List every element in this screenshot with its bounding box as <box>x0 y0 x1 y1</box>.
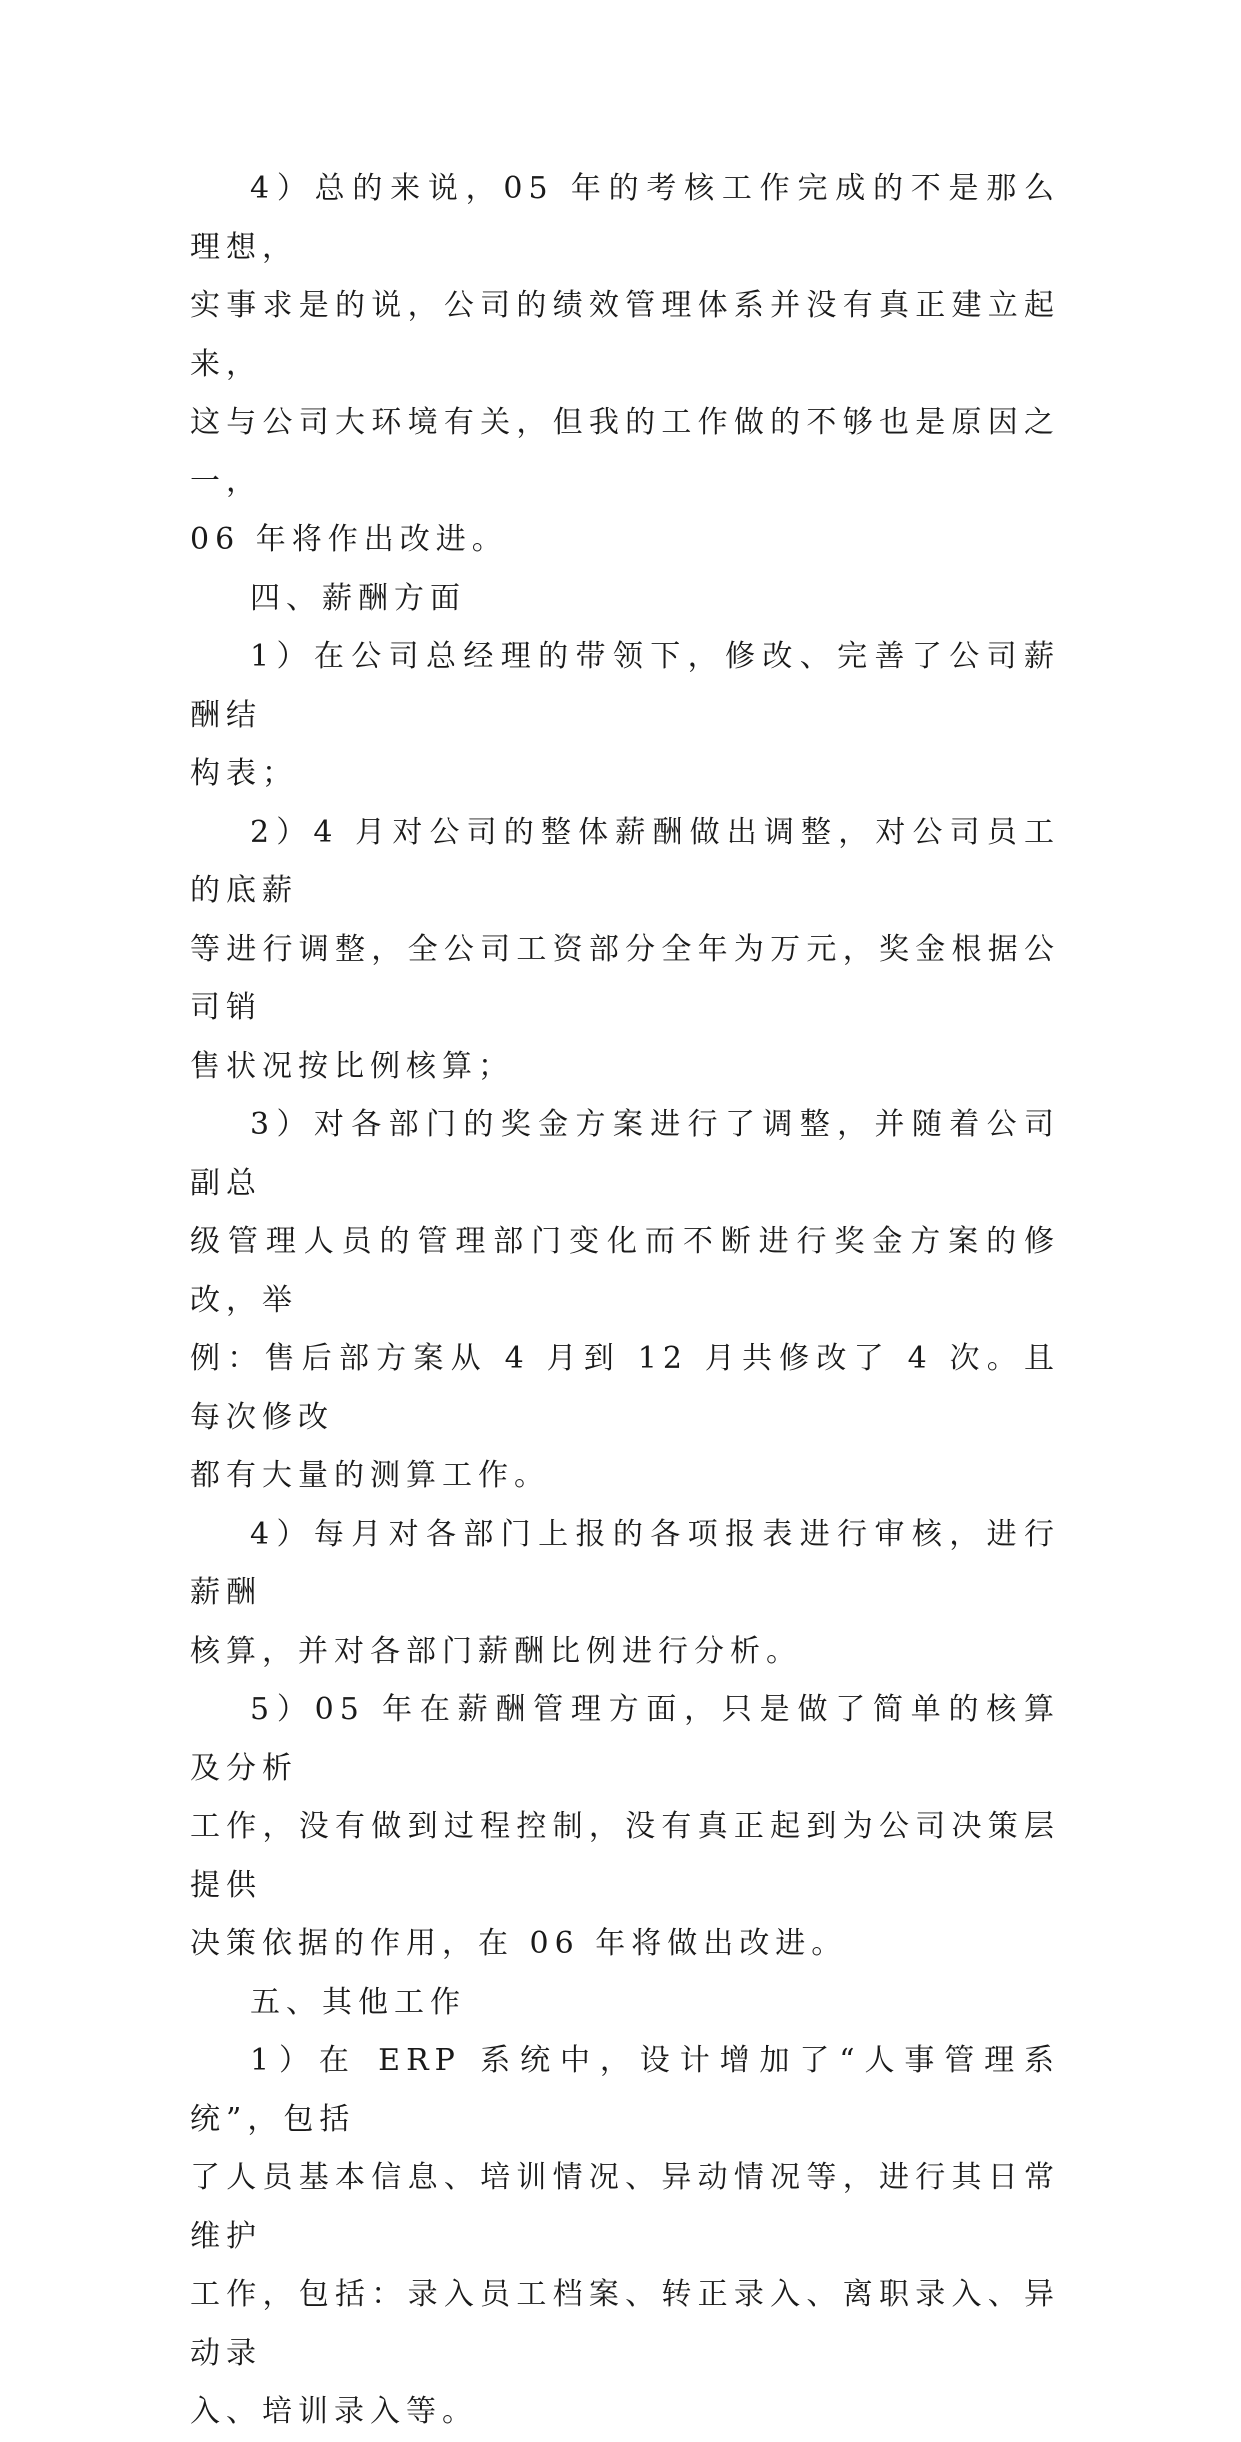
paragraph-erp-system: 1）在 ERP 系统中，设计增加了“人事管理系统”，包括 了人员基本信息、培训情况、异动情况等，进行其日常维护 工作，包括：录入员工档案、转正录入、离职录入、异动录 入、培训录入等。 <box>190 2043 1060 2429</box>
section-heading-other-work: 五、其他工作 <box>250 1984 466 2020</box>
section-heading-salary: 四、薪酬方面 <box>250 580 466 616</box>
paragraph-salary-adjustment: 2）4 月对公司的整体薪酬做出调整，对公司员工的底薪 等进行调整，全公司工资部分全年为万元，奖金根据公司销 售状况按比例核算； <box>190 814 1060 1084</box>
paragraph-monthly-review: 4）每月对各部门上报的各项报表进行审核，进行薪酬 核算，并对各部门薪酬比例进行分析。 <box>190 1516 1060 1669</box>
paragraph-assessment-summary: 4）总的来说，05 年的考核工作完成的不是那么理想， 实事求是的说，公司的绩效管理体系并没有真正建立起来， 这与公司大环境有关，但我的工作做的不够也是原因之一， 06 年将作出改进。 <box>190 171 1060 557</box>
document-body <box>190 160 1060 2442</box>
paragraph-salary-structure: 1）在公司总经理的带领下，修改、完善了公司薪酬结 构表； <box>190 639 1060 791</box>
paragraph-salary-summary: 5）05 年在薪酬管理方面，只是做了简单的核算及分析 工作，没有做到过程控制，没有真正起到为公司决策层提供 决策依据的作用，在 06 年将做出改进。 <box>190 1692 1060 1961</box>
paragraph-bonus-plan: 3）对各部门的奖金方案进行了调整，并随着公司副总 级管理人员的管理部门变化而不断进行奖金方案的修改，举 例：售后部方案从 4 月到 12 月共修改了 4 次。且每次修改 都有大量的测算工作。 <box>190 1107 1060 1493</box>
